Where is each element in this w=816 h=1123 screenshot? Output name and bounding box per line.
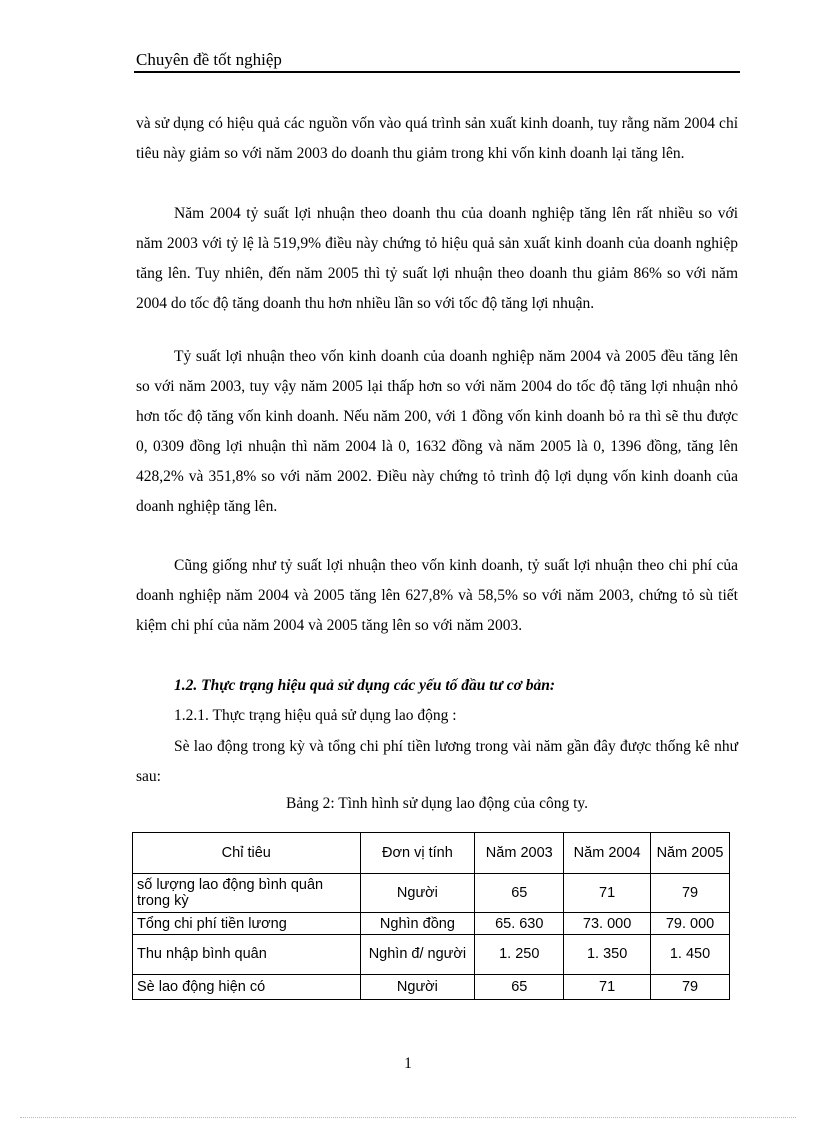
table-cell-value: 65	[475, 975, 564, 1000]
header-title: Chuyên đề tốt nghiệp	[136, 50, 282, 69]
table-cell-value: 71	[564, 975, 651, 1000]
table-cell-value: 79. 000	[651, 913, 730, 935]
intro-paragraph: Sè lao động trong kỳ và tổng chi phí tiền lương trong vài năm gần đây được thống kê như sau:	[136, 738, 738, 785]
table-cell-label: Sè lao động hiện có	[133, 975, 361, 1000]
table-cell-value: 79	[651, 975, 730, 1000]
table-cell-value: 1. 350	[564, 935, 651, 975]
table-header-cell: Chỉ tiêu	[133, 833, 361, 874]
paragraph-2: Năm 2004 tỷ suất lợi nhuận theo doanh thu của doanh nghiệp tăng lên rất nhiều so với năm 2003 với tỷ lệ là 519,9% điều này chứng tỏ hiệu quả sản xuất kinh doanh của doanh nghiệp tăng lên. Tuy nhiên, đến năm 2005 thì tỷ suất lợi nhuận theo doanh thu giảm 86% so với năm 2004 do tốc độ tăng doanh thu hơn nhiều lần so với tốc độ tăng lợi nhuận.	[136, 205, 738, 312]
table-cell-unit: Nghìn đ/ người	[360, 935, 475, 975]
section-heading: 1.2. Thực trạng hiệu quả sử dụng các yếu tố đầu tư cơ bản:	[174, 677, 556, 694]
table-cell-value: 1. 450	[651, 935, 730, 975]
table-caption: Bảng 2: Tình hình sử dụng lao động của công ty.	[285, 795, 588, 812]
table-header-cell: Đơn vị tính	[360, 833, 475, 874]
table-row	[133, 935, 730, 975]
paragraph-1: và sử dụng có hiệu quả các nguồn vốn vào quá trình sản xuất kinh doanh, tuy rằng năm 2004 chỉ tiêu này giảm so với năm 2003 do doanh thu giảm trong khi vốn kinh doanh lại tăng lên.	[136, 115, 738, 162]
table-cell-unit: Người	[360, 975, 475, 1000]
table-cell-label: Tổng chi phí tiền lương	[133, 913, 361, 935]
table-cell-value: 71	[564, 874, 651, 913]
table-row	[133, 913, 730, 935]
table-header-row	[133, 833, 730, 874]
paragraph-4: Cũng giống như tỷ suất lợi nhuận theo vốn kinh doanh, tỷ suất lợi nhuận theo chi phí của doanh nghiệp năm 2004 và 2005 tăng lên 627,8% và 58,5% so với năm 2003, chứng tỏ sù tiết kiệm chi phí của năm 2004 và 2005 tăng lên so với năm 2003.	[136, 557, 738, 634]
table-cell-unit: Nghìn đồng	[360, 913, 475, 935]
table-cell-label: số lượng lao động bình quân trong kỳ	[133, 874, 361, 913]
table-cell-unit: Người	[360, 874, 475, 913]
table-cell-value: 73. 000	[564, 913, 651, 935]
table-header-cell: Năm 2005	[651, 833, 730, 874]
table-cell-value: 65. 630	[475, 913, 564, 935]
footer-divider	[20, 1117, 796, 1118]
labor-usage-table	[132, 832, 730, 1000]
table-cell-value: 79	[651, 874, 730, 913]
table-header-cell: Năm 2004	[564, 833, 651, 874]
paragraph-3: Tỷ suất lợi nhuận theo vốn kinh doanh của doanh nghiệp năm 2004 và 2005 đều tăng lên so với năm 2003, tuy vậy năm 2005 lại thấp hơn so với năm 2004 do tốc độ tăng lợi nhuận nhỏ hơn tốc độ tăng vốn kinh doanh. Nếu năm 200, với 1 đồng vốn kinh doanh bỏ ra thì sẽ thu được 0, 0309 đồng lợi nhuận thì năm 2004 là 0, 1632 đồng và năm 2005 là 0, 1396 đồng, tăng lên 428,2% và 351,8% so với năm 2002. Điều này chứng tỏ trình độ lợi dụng vốn kinh doanh của doanh nghiệp tăng lên.	[136, 348, 738, 515]
table-cell-value: 65	[475, 874, 564, 913]
table-cell-label: Thu nhập bình quân	[133, 935, 361, 975]
header-divider	[134, 71, 740, 73]
table-header-cell: Năm 2003	[475, 833, 564, 874]
table-row	[133, 874, 730, 913]
subsection-heading: 1.2.1. Thực trạng hiệu quả sử dụng lao động :	[174, 707, 457, 724]
table-cell-value: 1. 250	[475, 935, 564, 975]
table-row	[133, 975, 730, 1000]
page-number: 1	[404, 1055, 412, 1072]
